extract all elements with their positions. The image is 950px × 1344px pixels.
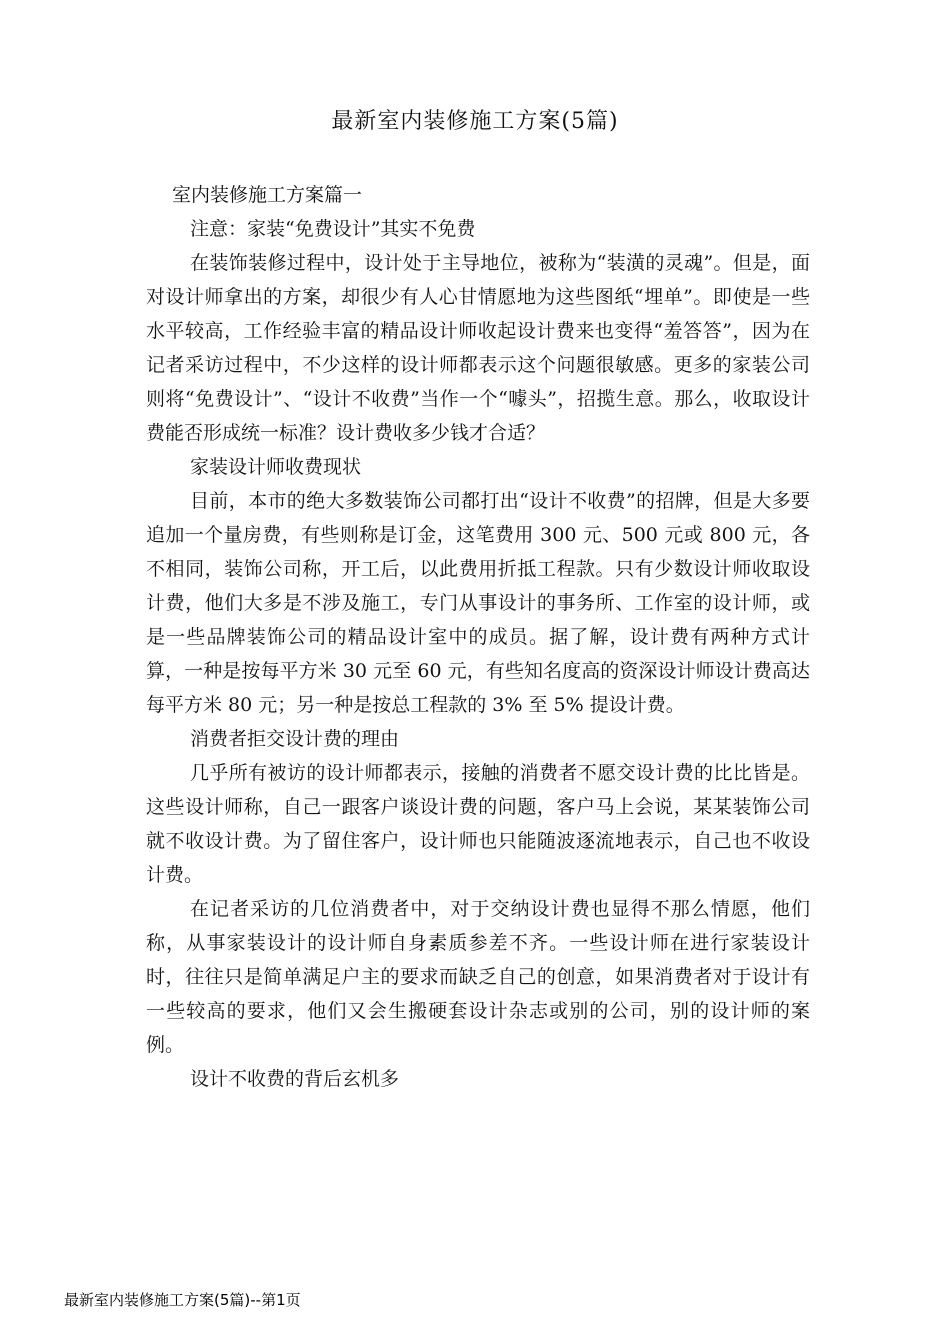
subheading: 家装设计师收费现状: [190, 456, 362, 478]
section-heading: 室内装修施工方案篇一: [172, 184, 363, 206]
subheading: 注意：家装“免费设计”其实不免费: [190, 218, 476, 240]
page-footer: 最新室内装修施工方案(5篇)--第1页: [64, 1291, 301, 1309]
paragraph: 在装饰装修过程中，设计处于主导地位，被称为“装潢的灵魂”。但是，面对设计师拿出的方案，却很少有人心甘情愿地为这些图纸“埋单”。即使是一些水平较高，工作经验丰富的精品设计师收起设计费来也变得“羞答答”，因为在记者采访过程中，不少这样的设计师都表示这个问题很敏感。更多的家装公司则将“免费设计”、“设计不收费”当作一个“噱头”，招揽生意。那么，收取设计费能否形成统一标准？设计费收多少钱才合适？: [146, 252, 810, 444]
paragraph: 几乎所有被访的设计师都表示，接触的消费者不愿交设计费的比比皆是。这些设计师称，自己一跟客户谈设计费的问题，客户马上会说，某某装饰公司就不收设计费。为了留住客户，设计师也只能随波逐流地表示，自己也不收设计费。: [146, 762, 810, 886]
subheading: 消费者拒交设计费的理由: [190, 728, 400, 750]
document-body: [146, 178, 810, 1096]
paragraph: 在记者采访的几位消费者中，对于交纳设计费也显得不那么情愿，他们称，从事家装设计的设计师自身素质参差不齐。一些设计师在进行家装设计时，往往只是简单满足户主的要求而缺乏自己的创意，如果消费者对于设计有一些较高的要求，他们又会生搬硬套设计杂志或别的公司，别的设计师的案例。: [146, 898, 810, 1056]
paragraph: 目前，本市的绝大多数装饰公司都打出“设计不收费”的招牌，但是大多要追加一个量房费，有些则称是订金，这笔费用 300 元、500 元或 800 元，各不相同，装饰公司称，开工后，以此费用折抵工程款。只有少数设计师收取设计费，他们大多是不涉及施工，专门从事设计的事务所、工作室的设计师，或是一些品牌装饰公司的精品设计室中的成员。据了解，设计费有两种方式计算，一种是按每平方米 30 元至 60 元，有些知名度高的资深设计师设计费高达每平方米 80 元；另一种是按总工程款的 3% 至 5% 提设计费。: [146, 490, 810, 716]
subheading: 设计不收费的背后玄机多: [190, 1068, 400, 1090]
document-title: 最新室内装修施工方案(5篇): [331, 109, 619, 134]
